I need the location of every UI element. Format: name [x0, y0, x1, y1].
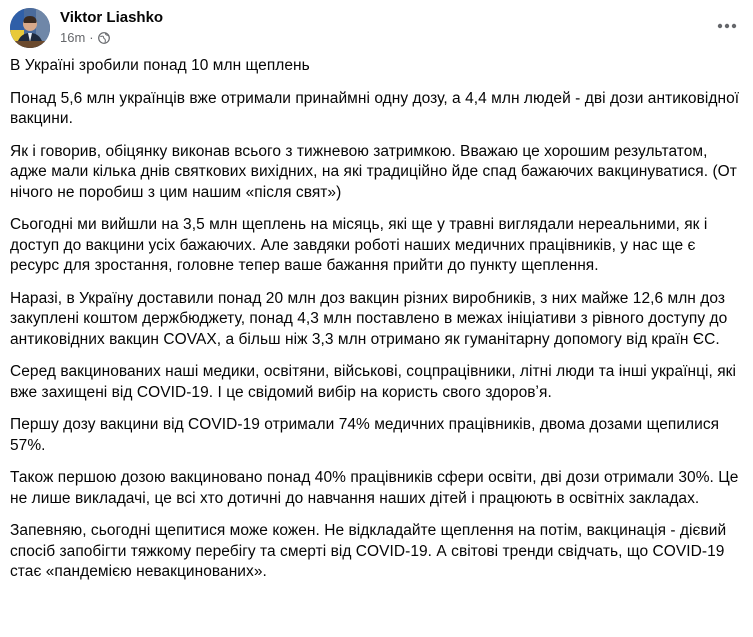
- post-paragraph: Наразі, в Україну доставили понад 20 млн доз вакцин різних виробників, з них майже 12,6 млн доз закуплені коштом держбюджету, понад 4,3 млн поставлено в межах ініціативи з рівного доступу до антиковідних вакцин COVAX, а більш ніж 3,3 млн отримано як гуманітарну допомогу від країн ЄС.: [10, 289, 728, 348]
- post-header: [10, 8, 163, 48]
- post-paragraph: Понад 5,6 млн українців вже отримали принаймні одну дозу, а 4,4 млн людей - дві дози антиковідної вакцини.: [10, 89, 740, 127]
- globe-icon[interactable]: [98, 32, 110, 44]
- author-name[interactable]: Viktor Liashko: [60, 9, 164, 26]
- post-subline: [60, 30, 163, 46]
- post-paragraph: Першу дозу вакцини від COVID-19 отримали 74% медичних працівників, двома дозами щепилися 57%.: [10, 416, 720, 454]
- separator-dot: ·: [89, 30, 94, 45]
- avatar[interactable]: [10, 8, 50, 48]
- post-meta: [60, 9, 163, 46]
- post-timestamp[interactable]: 16m: [60, 30, 86, 45]
- avatar-image: [10, 8, 50, 48]
- post-paragraph: Серед вакцинованих наші медики, освітяни, військові, соцпрацівники, літні люди та інші українці, які вже захищені від COVID-19. І це свідомий вибір на користь свого здоровʼя.: [10, 363, 736, 401]
- post-paragraph: В Україні зробили понад 10 млн щеплень: [10, 57, 310, 74]
- post-paragraph: Запевняю, сьогодні щепитися може кожен. Не відкладайте щеплення на потім, вакцинація - дієвий спосіб запобігти тяжкому перебігу та смерті від COVID-19. А світові тренди свідчать, що COVID-19 стає «пандемією невакцинованих».: [10, 522, 727, 580]
- post-paragraph: Як і говорив, обіцянку виконав всього з тижневою затримкою. Вважаю це хорошим результатом, адже мали кілька днів святкових вихідних, на які традиційно йде спад бажаючих вакцинуватися. (От нічого не поробиш з цим нашим «після свят»): [10, 142, 737, 201]
- post-paragraph: Також першою дозою вакциновано понад 40% працівників сфери освіти, дві дози отримали 30%. Це не лише викладачі, це всі хто дотичні до навчання наших дітей і працюють в освітніх закладах.: [10, 469, 739, 507]
- more-options-icon[interactable]: [709, 8, 745, 44]
- post-text: [10, 56, 745, 595]
- post-paragraph: Сьогодні ми вийшли на 3,5 млн щеплень на місяць, які ще у травні виглядали нереальними, як і доступ до вакцини усіх бажаючих. Але завдяки роботі наших медичних працівників, у нас ще є ресурс для зростання, головне тепер ваше бажання прийти до пункту щеплення.: [10, 216, 708, 274]
